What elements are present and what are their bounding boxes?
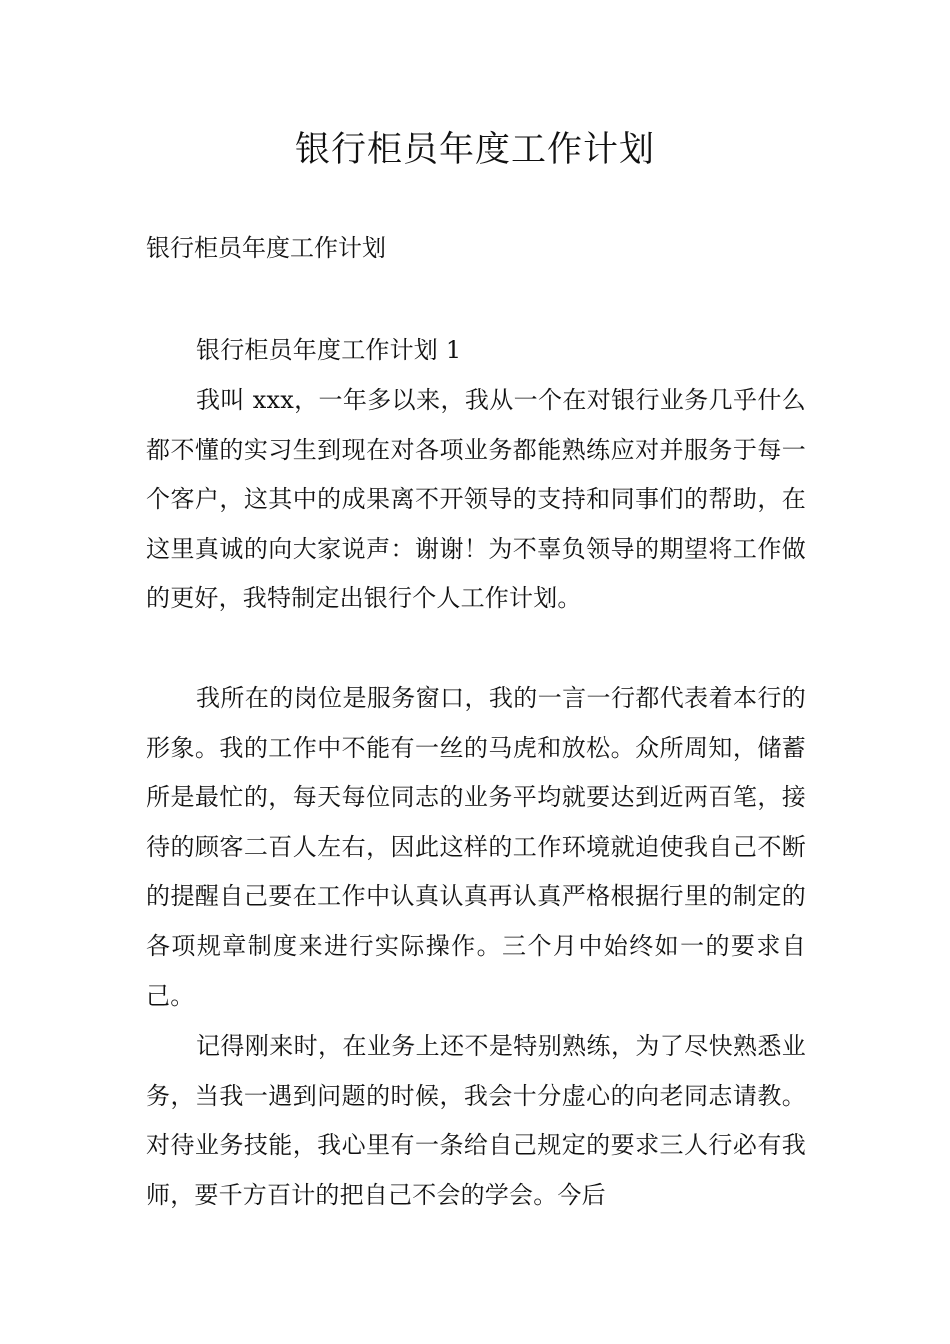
body-paragraph: 我所在的岗位是服务窗口，我的一言一行都代表着本行的形象。我的工作中不能有一丝的马虎和放松。众所周知，储蓄所是最忙的，每天每位同志的业务平均就要达到近两百笔，接待的顾客二百人左右，因此这样的工作环境就迫使我自己不断的提醒自己要在工作中认真认真再认真严格根据行里的制定的各项规章制度来进行实际操作。三个月中始终如一的要求自己。 — [146, 684, 806, 1010]
document-title: 银行柜员年度工作计划 — [294, 130, 655, 170]
document-subtitle: 银行柜员年度工作计划 — [146, 234, 386, 262]
body-paragraph: 记得刚来时，在业务上还不是特别熟练，为了尽快熟悉业务，当我一遇到问题的时候，我会十分虚心的向老同志请教。对待业务技能，我心里有一条给自己规定的要求三人行必有我师，要千方百计的把自己不会的学会。今后 — [146, 1032, 806, 1209]
section-heading: 银行柜员年度工作计划 1 — [196, 336, 462, 364]
body-paragraph: 我叫 xxx，一年多以来，我从一个在对银行业务几乎什么都不懂的实习生到现在对各项业务都能熟练应对并服务于每一个客户，这其中的成果离不开领导的支持和同事们的帮助，在这里真诚的向大家说声：谢谢！为不辜负领导的期望将工作做的更好，我特制定出银行个人工作计划。 — [146, 386, 806, 613]
